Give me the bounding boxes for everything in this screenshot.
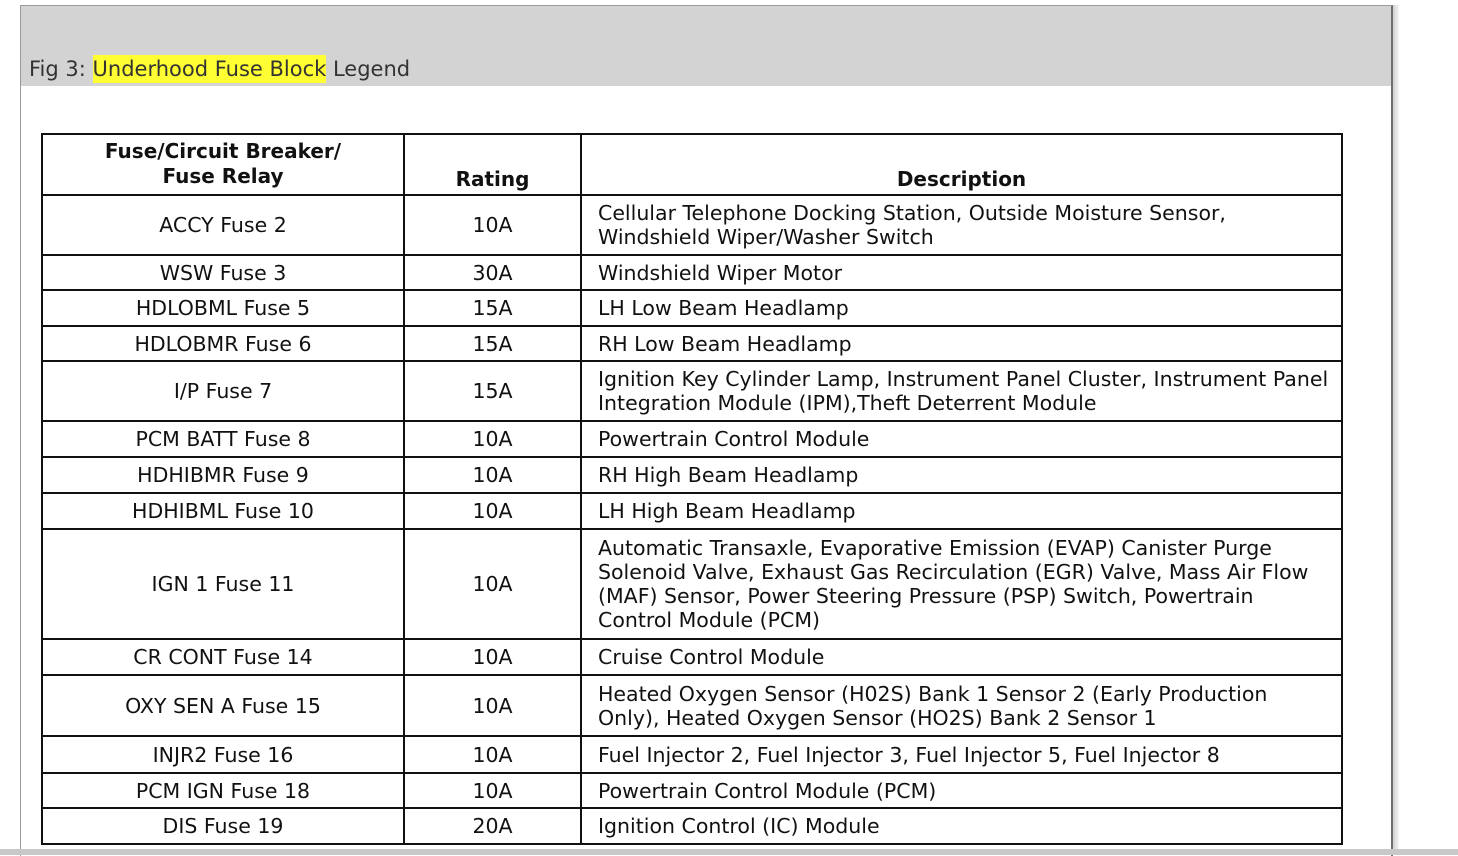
description-cell [581,808,1342,844]
header-fuse [42,134,404,195]
description-line: Cellular Telephone Docking Station, Outside Moisture Sensor, [598,201,1226,225]
rating-cell: 20A [404,808,581,844]
fuse-cell: HDHIBML Fuse 10 [42,493,404,529]
fuse-cell: WSW Fuse 3 [42,255,404,290]
description-line: RH Low Beam Headlamp [598,331,852,356]
description-line: Windshield Wiper Motor [598,260,843,285]
rating-cell: 10A [404,529,581,639]
fuse-cell: I/P Fuse 7 [42,361,404,421]
header-rating: Rating [404,134,581,195]
frame-shadow [1393,5,1399,855]
description-cell [581,639,1342,675]
description-line: Control Module (PCM) [598,608,821,632]
description-line: Only), Heated Oxygen Sensor (HO2S) Bank 2 Sensor 1 [598,705,1157,730]
caption-highlight: Underhood Fuse Block [92,57,327,81]
description-line: LH Low Beam Headlamp [598,296,849,320]
fuse-cell: DIS Fuse 19 [42,808,404,844]
table-row [42,773,1342,808]
description-cell [581,457,1342,493]
table-row [42,493,1342,529]
header-description: Description [581,134,1342,195]
description-line: Solenoid Valve, Exhaust Gas Recirculation (EGR) Valve, Mass Air Flow [598,560,1309,584]
table-row [42,195,1342,255]
fuse-cell: PCM IGN Fuse 18 [42,773,404,808]
description-cell [581,675,1342,736]
rating-cell: 30A [404,255,581,290]
rating-cell: 10A [404,493,581,529]
table-row [42,457,1342,493]
description-line: Ignition Control (IC) Module [598,814,880,838]
description-cell [581,290,1342,326]
fuse-cell: PCM BATT Fuse 8 [42,421,404,457]
fuse-cell: HDLOBMR Fuse 6 [42,326,404,361]
description-line: Powertrain Control Module (PCM) [598,778,937,803]
description-cell [581,493,1342,529]
description-cell [581,773,1342,808]
table-row [42,361,1342,421]
rating-cell: 10A [404,736,581,773]
fuse-legend-table [41,133,1343,845]
table-row [42,290,1342,326]
caption-bar [21,6,1391,86]
table-header-row [42,134,1342,195]
table-row [42,675,1342,736]
description-cell [581,736,1342,773]
rating-cell: 10A [404,773,581,808]
table-row [42,421,1342,457]
table-row [42,736,1342,773]
rating-cell: 10A [404,639,581,675]
description-line: Cruise Control Module [598,645,825,669]
header-fuse-line1: Fuse/Circuit Breaker/ [104,138,342,163]
rating-cell: 15A [404,361,581,421]
description-line: Heated Oxygen Sensor (H02S) Bank 1 Sensor 2 (Early Production [598,681,1268,706]
table-body [42,195,1342,844]
rating-cell: 15A [404,326,581,361]
description-line: Powertrain Control Module [598,427,870,451]
description-line: LH High Beam Headlamp [598,499,856,523]
description-cell [581,421,1342,457]
description-line: Integration Module (IPM),Theft Deterrent Module [598,391,1097,415]
rating-cell: 15A [404,290,581,326]
description-cell [581,195,1342,255]
header-fuse-line2: Fuse Relay [162,163,284,188]
table-row [42,326,1342,361]
fuse-cell: INJR2 Fuse 16 [42,736,404,773]
description-line: RH High Beam Headlamp [598,463,859,487]
table-row [42,255,1342,290]
description-cell [581,326,1342,361]
fuse-cell: ACCY Fuse 2 [42,195,404,255]
table-row [42,529,1342,639]
description-line: (MAF) Sensor, Power Steering Pressure (PSP) Switch, Powertrain [598,584,1254,608]
caption-prefix: Fig 3: [29,57,93,81]
rating-cell: 10A [404,421,581,457]
fuse-cell: HDLOBML Fuse 5 [42,290,404,326]
rating-cell: 10A [404,457,581,493]
fuse-cell: CR CONT Fuse 14 [42,639,404,675]
description-line: Fuel Injector 2, Fuel Injector 3, Fuel Injector 5, Fuel Injector 8 [598,742,1220,767]
description-line: Automatic Transaxle, Evaporative Emission (EVAP) Canister Purge [598,536,1272,560]
table-row [42,639,1342,675]
rating-cell: 10A [404,195,581,255]
rating-cell: 10A [404,675,581,736]
description-line: Windshield Wiper/Washer Switch [598,225,934,249]
figure-caption [29,54,410,84]
fuse-cell: IGN 1 Fuse 11 [42,529,404,639]
description-cell [581,255,1342,290]
fuse-cell: HDHIBMR Fuse 9 [42,457,404,493]
caption-suffix: Legend [326,57,411,81]
fuse-cell: OXY SEN A Fuse 15 [42,675,404,736]
table-row [42,808,1342,844]
description-line: Ignition Key Cylinder Lamp, Instrument Panel Cluster, Instrument Panel [598,367,1329,391]
description-cell [581,529,1342,639]
bottom-scroll-edge [0,849,1458,855]
description-cell [581,361,1342,421]
